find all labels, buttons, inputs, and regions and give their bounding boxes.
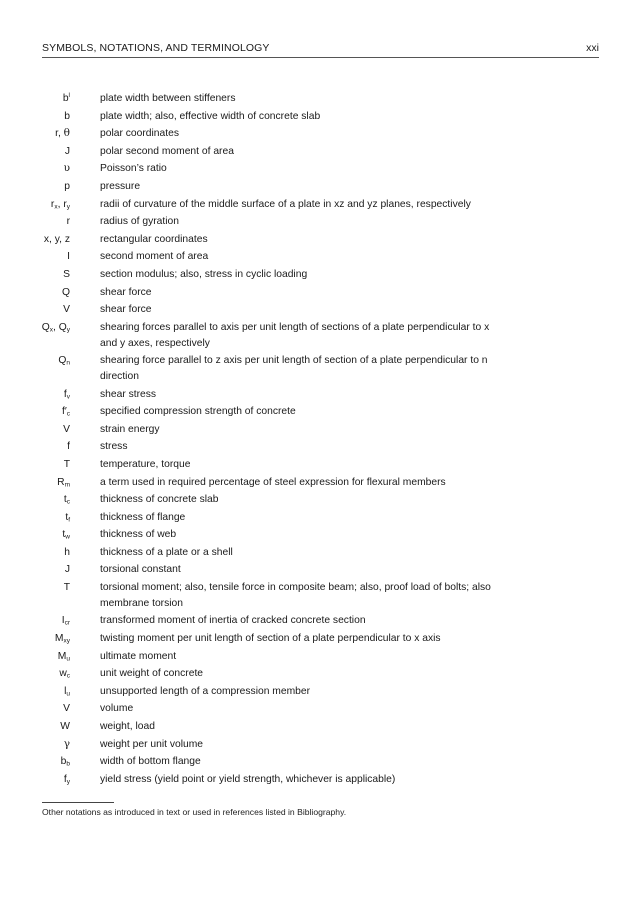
notation-symbol	[0, 526, 70, 544]
notation-row	[0, 630, 641, 648]
symbol-subscript: w	[65, 533, 70, 541]
symbol-subscript: v	[66, 393, 70, 401]
notation-description: radii of curvature of the middle surface of a plate in xz and yz planes, respectively	[100, 198, 471, 210]
notation-symbol	[0, 352, 70, 385]
notation-symbol	[0, 386, 70, 404]
notation-symbol	[0, 438, 70, 456]
footnote: Other notations as introduced in text or used in references listed in Bibliography.	[42, 807, 347, 817]
notation-row	[0, 544, 641, 562]
notation-symbol	[0, 491, 70, 509]
notation-symbol	[0, 90, 70, 108]
notation-description: shear force	[100, 304, 152, 316]
notation-row	[0, 352, 641, 385]
symbol-text: J	[64, 145, 70, 157]
symbol-superscript: l	[68, 92, 70, 99]
notation-description: unsupported length of a compression member	[100, 685, 311, 697]
footnote-rule	[42, 802, 114, 803]
notation-row	[0, 456, 641, 474]
notation-symbol	[0, 753, 70, 771]
symbol-text: I	[61, 615, 65, 627]
notation-description: volume	[100, 703, 134, 715]
symbol-text: b	[64, 110, 70, 122]
notation-symbol	[0, 683, 70, 701]
symbol-text: b	[62, 93, 69, 104]
symbol-text: f	[67, 441, 70, 453]
notation-symbol	[0, 248, 70, 266]
notation-symbol	[0, 579, 70, 612]
notation-symbol	[0, 160, 70, 178]
notation-list	[0, 90, 641, 788]
notation-symbol	[0, 561, 70, 579]
notation-row	[0, 700, 641, 718]
notation-description: thickness of web	[100, 529, 177, 541]
page-number: xxi	[586, 42, 599, 54]
symbol-text: Q	[61, 286, 70, 298]
notation-description: shear force	[100, 286, 152, 298]
notation-row	[0, 284, 641, 302]
notation-description: a term used in required percentage of steel expression for flexural members	[100, 476, 446, 488]
running-header	[42, 40, 599, 58]
notation-description: shearing forces parallel to axis per unit length of sections of a plate perpendicular to x and y axes, respectively	[100, 321, 490, 349]
notation-description: specified compression strength of concrete	[100, 406, 296, 418]
notation-symbol	[0, 319, 70, 352]
symbol-subscript: b	[66, 760, 70, 768]
notation-symbol	[0, 213, 70, 231]
notation-description: temperature, torque	[100, 458, 191, 470]
symbol-text: f′	[61, 406, 67, 418]
symbol-text: l	[64, 685, 67, 697]
symbol-text: r,	[55, 128, 64, 140]
symbol-text: V	[63, 304, 70, 316]
notation-description: polar second moment of area	[100, 145, 234, 157]
notation-description: twisting moment per unit length of section of a plate perpendicular to x axis	[100, 633, 441, 645]
notation-symbol	[0, 474, 70, 492]
notation-row	[0, 421, 641, 439]
symbol-text: t	[65, 511, 69, 523]
symbol-greek: θ	[63, 127, 70, 140]
symbol-text: J	[64, 564, 70, 576]
symbol-subscript: u	[66, 655, 70, 663]
symbol-subscript: u	[66, 690, 70, 698]
notation-description: thickness of flange	[100, 511, 186, 523]
notation-symbol	[0, 125, 70, 143]
notation-row	[0, 386, 641, 404]
notation-row	[0, 196, 641, 214]
symbol-text: M	[57, 650, 67, 662]
notation-symbol	[0, 266, 70, 284]
notation-description: radius of gyration	[100, 216, 179, 228]
symbol-subscript: x	[54, 203, 58, 211]
symbol-text: p	[64, 180, 70, 192]
notation-description: plate width between stiffeners	[100, 93, 236, 104]
symbol-subscript: x	[49, 326, 54, 334]
symbol-subscript: y	[66, 203, 70, 211]
notation-symbol	[0, 421, 70, 439]
symbol-subscript: y	[66, 326, 70, 334]
symbol-text: , Q	[53, 321, 67, 333]
notation-description: transformed moment of inertia of cracked concrete section	[100, 615, 366, 627]
notation-description: Poisson’s ratio	[100, 163, 167, 175]
notation-symbol	[0, 718, 70, 736]
notation-description: second moment of area	[100, 251, 209, 263]
symbol-text: Q	[41, 321, 50, 333]
symbol-text: x, y, z	[43, 233, 70, 245]
notation-symbol	[0, 509, 70, 527]
notation-description: ultimate moment	[100, 650, 177, 662]
notation-row	[0, 125, 641, 143]
symbol-text: R	[57, 476, 65, 488]
symbol-text: M	[54, 633, 64, 645]
symbol-subscript: c	[66, 410, 70, 418]
symbol-text: t	[63, 494, 67, 506]
symbol-subscript: c	[66, 498, 70, 506]
notation-row	[0, 474, 641, 492]
notation-row	[0, 612, 641, 630]
symbol-text: T	[63, 458, 70, 470]
notation-description: section modulus; also, stress in cyclic loading	[100, 268, 308, 280]
notation-symbol	[0, 178, 70, 196]
notation-description: polar coordinates	[100, 128, 179, 140]
notation-row	[0, 438, 641, 456]
notation-symbol	[0, 301, 70, 319]
symbol-text: V	[63, 703, 70, 715]
notation-symbol	[0, 771, 70, 789]
symbol-text: t	[62, 529, 66, 541]
notation-description: strain energy	[100, 423, 160, 435]
notation-symbol	[0, 665, 70, 683]
symbol-text: W	[60, 721, 70, 733]
notation-description: thickness of concrete slab	[100, 494, 219, 506]
symbol-subscript: f	[68, 516, 70, 524]
notation-row	[0, 561, 641, 579]
notation-symbol	[0, 544, 70, 562]
notation-row	[0, 231, 641, 249]
symbol-text: T	[63, 582, 70, 594]
symbol-subscript: cr	[64, 619, 70, 627]
notation-row	[0, 108, 641, 126]
notation-row	[0, 665, 641, 683]
symbol-subscript: m	[64, 481, 70, 488]
symbol-text: f	[63, 388, 67, 400]
notation-symbol	[0, 612, 70, 630]
symbol-text: f	[63, 773, 67, 785]
notation-row	[0, 143, 641, 161]
notation-row	[0, 160, 641, 178]
symbol-text: w	[59, 668, 67, 680]
notation-symbol	[0, 108, 70, 126]
symbol-text: S	[63, 268, 70, 280]
notation-symbol	[0, 456, 70, 474]
notation-description: shearing force parallel to z axis per unit length of section of a plate perpendicular to n direction	[100, 355, 488, 383]
notation-row	[0, 648, 641, 666]
notation-row	[0, 771, 641, 789]
header-title: SYMBOLS, NOTATIONS, AND TERMINOLOGY	[42, 42, 270, 54]
symbol-subscript: xy	[63, 637, 70, 645]
notation-row	[0, 301, 641, 319]
notation-row	[0, 213, 641, 231]
symbol-text: b	[60, 756, 67, 768]
notation-symbol	[0, 284, 70, 302]
notation-symbol	[0, 736, 70, 754]
notation-row	[0, 248, 641, 266]
notation-symbol	[0, 700, 70, 718]
notation-row	[0, 683, 641, 701]
notation-description: pressure	[100, 180, 141, 192]
notation-description: torsional constant	[100, 564, 181, 576]
notation-description: thickness of a plate or a shell	[100, 546, 233, 558]
notation-symbol	[0, 630, 70, 648]
symbol-subscript: n	[66, 359, 70, 367]
symbol-greek: υ	[63, 162, 70, 175]
notation-row	[0, 266, 641, 284]
notation-description: width of bottom flange	[100, 756, 201, 768]
notation-description: yield stress (yield point or yield strength, whichever is applicable)	[100, 773, 396, 785]
notation-description: shear stress	[100, 388, 157, 400]
notation-row	[0, 90, 641, 108]
notation-symbol	[0, 143, 70, 161]
notation-symbol	[0, 196, 70, 214]
notation-row	[0, 178, 641, 196]
notation-symbol	[0, 403, 70, 421]
notation-row	[0, 403, 641, 421]
notation-row	[0, 319, 641, 352]
symbol-text: r	[66, 216, 70, 228]
notation-row	[0, 718, 641, 736]
notation-description: plate width; also, effective width of concrete slab	[100, 110, 321, 122]
notation-row	[0, 526, 641, 544]
notation-symbol	[0, 231, 70, 249]
notation-row	[0, 509, 641, 527]
symbol-text: r	[50, 198, 55, 210]
symbol-text: , r	[57, 198, 67, 210]
notation-symbol	[0, 648, 70, 666]
notation-row	[0, 491, 641, 509]
notation-description: unit weight of concrete	[100, 668, 204, 680]
notation-description: weight, load	[100, 721, 155, 733]
notation-row	[0, 579, 641, 612]
symbol-text: Q	[58, 355, 67, 367]
symbol-greek: γ	[63, 737, 70, 750]
symbol-text: I	[67, 251, 70, 263]
symbol-subscript: c	[66, 672, 70, 680]
notation-row	[0, 736, 641, 754]
symbol-text: V	[63, 423, 70, 435]
notation-description: stress	[100, 441, 128, 453]
notation-description: torsional moment; also, tensile force in composite beam; also, proof load of bolts; also membrane torsion	[100, 582, 491, 610]
notation-row	[0, 753, 641, 771]
notation-description: weight per unit volume	[100, 738, 204, 750]
symbol-text: h	[64, 546, 70, 558]
symbol-subscript: y	[66, 778, 70, 786]
notation-description: rectangular coordinates	[100, 233, 208, 245]
